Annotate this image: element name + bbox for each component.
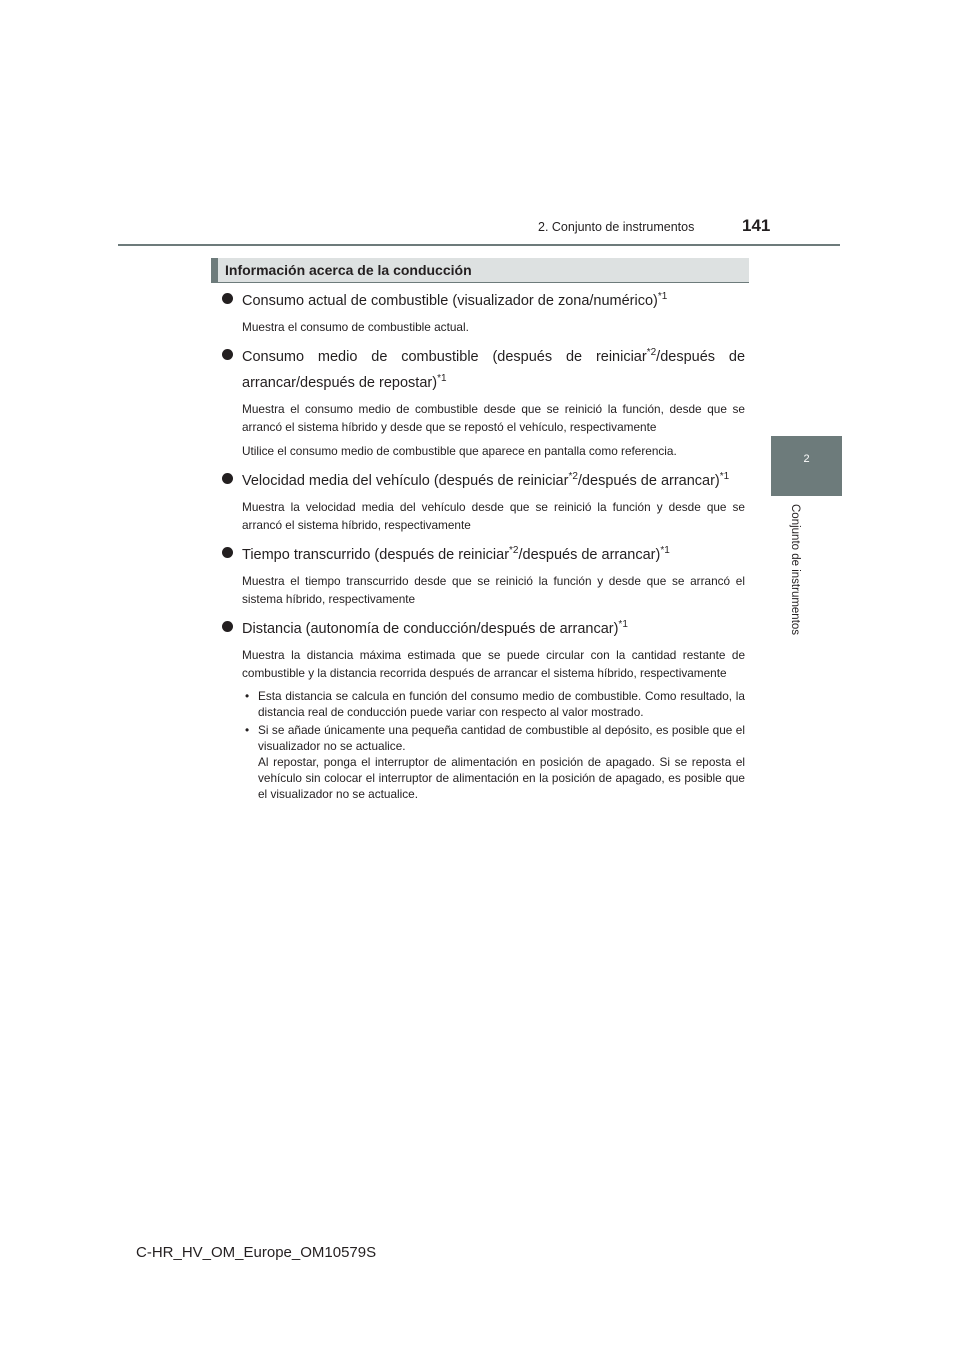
item-description: Muestra la distancia máxima estimada que se puede circular con la cantidad restante de combustible y la distancia recorrida después de arrancar el sistema híbrido, respectivamente: [242, 648, 745, 680]
item-description: Muestra el tiempo transcurrido desde que se reinició la función y desde que se arrancó el sistema híbrido, respectivamente: [242, 574, 745, 606]
list-item: [222, 540, 745, 608]
item-description: Muestra el consumo medio de combustible desde que se reinició la función, desde que se arrancó el sistema híbrido y desde que se repostó el vehículo, respectivamente: [242, 402, 745, 434]
list-item: [222, 466, 745, 534]
bullet-icon: [222, 349, 233, 360]
note-text: Esta distancia se calcula en función del consumo medio de combustible. Como resultado, la distancia real de conducción puede variar con respecto al valor mostrado.: [258, 689, 745, 719]
notes-list: [242, 688, 745, 802]
item-title: Consumo medio de combustible (después de reiniciar$^{*2}$/después de arrancar/después de repostar)$^{*1}$: [242, 347, 746, 391]
note-text: Si se añade únicamente una pequeña cantidad de combustible al depósito, es posible que el visualizador no se actualice.: [258, 723, 745, 753]
item-title: Distancia (autonomía de conducción/después de arrancar)$^{*1}$: [242, 619, 628, 637]
note-text-continued: Al repostar, ponga el interruptor de alimentación en posición de apagado. Si se reposta el vehículo sin colocar el interruptor de alimentación en la posición de apagado, es posible que el visualizador no se actualice.: [258, 755, 745, 801]
item-description: Muestra la velocidad media del vehículo desde que se reinició la función y desde que se arrancó el sistema híbrido, respectivamente: [242, 500, 745, 532]
note-bullet: •: [245, 689, 250, 703]
bullet-icon: [222, 621, 233, 632]
content: [222, 286, 745, 804]
note-item: [242, 688, 745, 720]
note-item: [242, 722, 745, 802]
item-title: Velocidad media del vehículo (después de reiniciar$^{*2}$/después de arrancar)$^{*1}$: [242, 471, 730, 489]
chapter-number: 2: [803, 453, 810, 465]
bullet-icon: [222, 547, 233, 558]
chapter-tab: [771, 436, 842, 496]
bullet-icon: [222, 293, 233, 304]
section-heading: [211, 258, 749, 283]
item-title: Tiempo transcurrido (después de reiniciar$^{*2}$/después de arrancar)$^{*1}$: [242, 545, 670, 563]
item-description: Muestra el consumo de combustible actual.: [242, 320, 469, 334]
section-title: Información acerca de la conducción: [225, 262, 472, 278]
header-section-title: 2. Conjunto de instrumentos: [538, 220, 695, 234]
list-item: [222, 614, 745, 802]
list-item: [222, 286, 745, 336]
note-bullet: •: [245, 723, 250, 737]
list-item: [222, 342, 745, 460]
bullet-icon: [222, 473, 233, 484]
header-rule: [118, 244, 840, 246]
item-description: Utilice el consumo medio de combustible que aparece en pantalla como referencia.: [242, 444, 677, 458]
chapter-label: Conjunto de instrumentos: [789, 504, 801, 636]
section-rule: [211, 282, 749, 283]
footer-doc-id: C-HR_HV_OM_Europe_OM10579S: [136, 1244, 377, 1261]
page-number: 141: [742, 216, 771, 235]
item-title: Consumo actual de combustible (visualizador de zona/numérico)$^{*1}$: [242, 291, 668, 309]
